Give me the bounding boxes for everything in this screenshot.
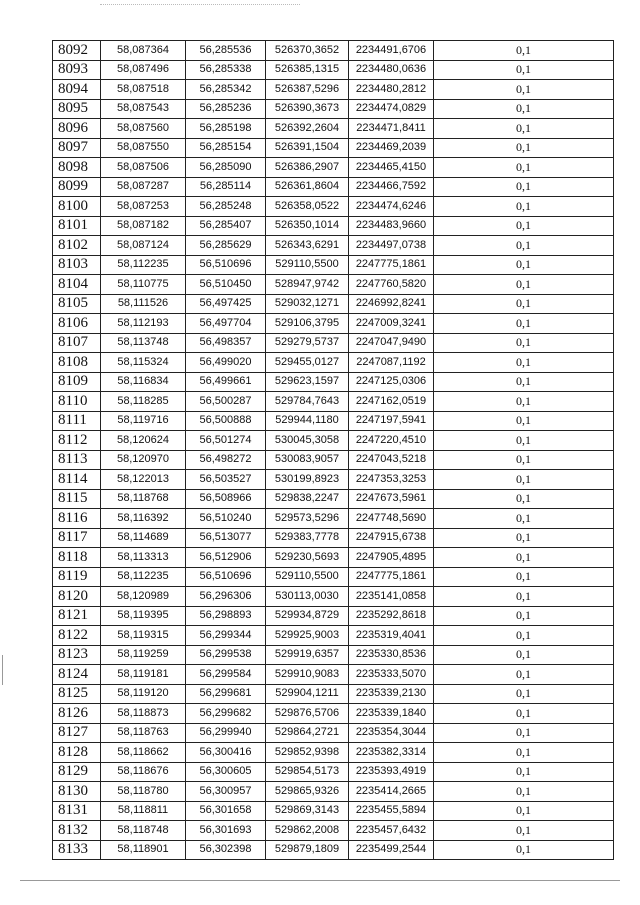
error-value-cell: 0,1 xyxy=(434,177,614,197)
latitude-cell: 58,119716 xyxy=(101,411,186,431)
y-coordinate-cell: 2234483,9660 xyxy=(349,216,434,236)
error-value-cell: 0,1 xyxy=(434,431,614,451)
point-number-cell: 8124 xyxy=(53,665,101,685)
point-number-cell: 8126 xyxy=(53,704,101,724)
x-coordinate-cell: 529106,3795 xyxy=(266,314,349,334)
longitude-cell: 56,301693 xyxy=(186,821,266,841)
x-coordinate-cell: 529838,2247 xyxy=(266,489,349,509)
longitude-cell: 56,299682 xyxy=(186,704,266,724)
error-value-cell: 0,1 xyxy=(434,333,614,353)
y-coordinate-cell: 2235339,1840 xyxy=(349,704,434,724)
error-value-cell: 0,1 xyxy=(434,801,614,821)
longitude-cell: 56,300957 xyxy=(186,782,266,802)
y-coordinate-cell: 2234480,2812 xyxy=(349,80,434,100)
y-coordinate-cell: 2235319,4041 xyxy=(349,626,434,646)
error-value-cell: 0,1 xyxy=(434,255,614,275)
point-number-cell: 8103 xyxy=(53,255,101,275)
point-number-cell: 8123 xyxy=(53,645,101,665)
latitude-cell: 58,118811 xyxy=(101,801,186,821)
table-row xyxy=(53,489,614,509)
y-coordinate-cell: 2234466,7592 xyxy=(349,177,434,197)
table-row xyxy=(53,255,614,275)
longitude-cell: 56,500287 xyxy=(186,392,266,412)
point-number-cell: 8113 xyxy=(53,450,101,470)
x-coordinate-cell: 526387,5296 xyxy=(266,80,349,100)
y-coordinate-cell: 2247047,9490 xyxy=(349,333,434,353)
point-number-cell: 8110 xyxy=(53,392,101,412)
y-coordinate-cell: 2247009,3241 xyxy=(349,314,434,334)
table-row xyxy=(53,801,614,821)
y-coordinate-cell: 2247748,5690 xyxy=(349,509,434,529)
table-row xyxy=(53,197,614,217)
x-coordinate-cell: 529623,1597 xyxy=(266,372,349,392)
y-coordinate-cell: 2247125,0306 xyxy=(349,372,434,392)
error-value-cell: 0,1 xyxy=(434,489,614,509)
table-row xyxy=(53,138,614,158)
x-coordinate-cell: 529784,7643 xyxy=(266,392,349,412)
longitude-cell: 56,500888 xyxy=(186,411,266,431)
x-coordinate-cell: 529573,5296 xyxy=(266,509,349,529)
latitude-cell: 58,120624 xyxy=(101,431,186,451)
longitude-cell: 56,499661 xyxy=(186,372,266,392)
table-row xyxy=(53,392,614,412)
error-value-cell: 0,1 xyxy=(434,450,614,470)
x-coordinate-cell: 529869,3143 xyxy=(266,801,349,821)
table-row xyxy=(53,704,614,724)
longitude-cell: 56,299344 xyxy=(186,626,266,646)
table-row xyxy=(53,353,614,373)
table-row xyxy=(53,177,614,197)
y-coordinate-cell: 2235339,2130 xyxy=(349,684,434,704)
latitude-cell: 58,087560 xyxy=(101,119,186,139)
y-coordinate-cell: 2247353,3253 xyxy=(349,470,434,490)
error-value-cell: 0,1 xyxy=(434,704,614,724)
latitude-cell: 58,087496 xyxy=(101,60,186,80)
x-coordinate-cell: 526391,1504 xyxy=(266,138,349,158)
point-number-cell: 8122 xyxy=(53,626,101,646)
x-coordinate-cell: 526392,2604 xyxy=(266,119,349,139)
latitude-cell: 58,118780 xyxy=(101,782,186,802)
error-value-cell: 0,1 xyxy=(434,353,614,373)
x-coordinate-cell: 529854,5173 xyxy=(266,762,349,782)
y-coordinate-cell: 2235330,8536 xyxy=(349,645,434,665)
latitude-cell: 58,112193 xyxy=(101,314,186,334)
error-value-cell: 0,1 xyxy=(434,626,614,646)
error-value-cell: 0,1 xyxy=(434,314,614,334)
y-coordinate-cell: 2234480,0636 xyxy=(349,60,434,80)
latitude-cell: 58,112235 xyxy=(101,567,186,587)
longitude-cell: 56,513077 xyxy=(186,528,266,548)
table-row xyxy=(53,723,614,743)
latitude-cell: 58,087253 xyxy=(101,197,186,217)
longitude-cell: 56,510696 xyxy=(186,567,266,587)
table-row xyxy=(53,158,614,178)
point-number-cell: 8094 xyxy=(53,80,101,100)
error-value-cell: 0,1 xyxy=(434,645,614,665)
table-row xyxy=(53,528,614,548)
table-body xyxy=(53,41,614,860)
point-number-cell: 8115 xyxy=(53,489,101,509)
table-row xyxy=(53,743,614,763)
longitude-cell: 56,298893 xyxy=(186,606,266,626)
table-row xyxy=(53,99,614,119)
point-number-cell: 8130 xyxy=(53,782,101,802)
latitude-cell: 58,118763 xyxy=(101,723,186,743)
error-value-cell: 0,1 xyxy=(434,236,614,256)
y-coordinate-cell: 2235141,0858 xyxy=(349,587,434,607)
point-number-cell: 8118 xyxy=(53,548,101,568)
longitude-cell: 56,285154 xyxy=(186,138,266,158)
table-row xyxy=(53,275,614,295)
y-coordinate-cell: 2234474,6246 xyxy=(349,197,434,217)
x-coordinate-cell: 529862,2008 xyxy=(266,821,349,841)
latitude-cell: 58,119259 xyxy=(101,645,186,665)
latitude-cell: 58,118873 xyxy=(101,704,186,724)
longitude-cell: 56,301658 xyxy=(186,801,266,821)
latitude-cell: 58,110775 xyxy=(101,275,186,295)
error-value-cell: 0,1 xyxy=(434,684,614,704)
error-value-cell: 0,1 xyxy=(434,470,614,490)
point-number-cell: 8109 xyxy=(53,372,101,392)
latitude-cell: 58,087287 xyxy=(101,177,186,197)
latitude-cell: 58,087543 xyxy=(101,99,186,119)
error-value-cell: 0,1 xyxy=(434,606,614,626)
error-value-cell: 0,1 xyxy=(434,762,614,782)
table-row xyxy=(53,606,614,626)
longitude-cell: 56,302398 xyxy=(186,840,266,860)
x-coordinate-cell: 530045,3058 xyxy=(266,431,349,451)
table-row xyxy=(53,470,614,490)
x-coordinate-cell: 526358,0522 xyxy=(266,197,349,217)
table-row xyxy=(53,236,614,256)
y-coordinate-cell: 2247162,0519 xyxy=(349,392,434,412)
latitude-cell: 58,120970 xyxy=(101,450,186,470)
table-row xyxy=(53,684,614,704)
error-value-cell: 0,1 xyxy=(434,41,614,61)
y-coordinate-cell: 2234471,8411 xyxy=(349,119,434,139)
point-number-cell: 8120 xyxy=(53,587,101,607)
longitude-cell: 56,285248 xyxy=(186,197,266,217)
table-row xyxy=(53,509,614,529)
x-coordinate-cell: 529279,5737 xyxy=(266,333,349,353)
table-row xyxy=(53,411,614,431)
y-coordinate-cell: 2234474,0829 xyxy=(349,99,434,119)
error-value-cell: 0,1 xyxy=(434,548,614,568)
error-value-cell: 0,1 xyxy=(434,723,614,743)
x-coordinate-cell: 529934,8729 xyxy=(266,606,349,626)
y-coordinate-cell: 2247043,5218 xyxy=(349,450,434,470)
y-coordinate-cell: 2234491,6706 xyxy=(349,41,434,61)
x-coordinate-cell: 528947,9742 xyxy=(266,275,349,295)
table-row xyxy=(53,665,614,685)
longitude-cell: 56,285338 xyxy=(186,60,266,80)
error-value-cell: 0,1 xyxy=(434,158,614,178)
longitude-cell: 56,285407 xyxy=(186,216,266,236)
point-number-cell: 8117 xyxy=(53,528,101,548)
y-coordinate-cell: 2247915,6738 xyxy=(349,528,434,548)
latitude-cell: 58,118748 xyxy=(101,821,186,841)
y-coordinate-cell: 2247197,5941 xyxy=(349,411,434,431)
table-row xyxy=(53,372,614,392)
x-coordinate-cell: 529110,5500 xyxy=(266,255,349,275)
point-number-cell: 8133 xyxy=(53,840,101,860)
point-number-cell: 8112 xyxy=(53,431,101,451)
longitude-cell: 56,501274 xyxy=(186,431,266,451)
x-coordinate-cell: 529944,1180 xyxy=(266,411,349,431)
longitude-cell: 56,296306 xyxy=(186,587,266,607)
scan-artifact-line xyxy=(100,4,300,5)
point-number-cell: 8107 xyxy=(53,333,101,353)
table-row xyxy=(53,294,614,314)
error-value-cell: 0,1 xyxy=(434,743,614,763)
point-number-cell: 8104 xyxy=(53,275,101,295)
latitude-cell: 58,087364 xyxy=(101,41,186,61)
point-number-cell: 8105 xyxy=(53,294,101,314)
table-row xyxy=(53,821,614,841)
point-number-cell: 8114 xyxy=(53,470,101,490)
x-coordinate-cell: 529230,5693 xyxy=(266,548,349,568)
x-coordinate-cell: 529925,9003 xyxy=(266,626,349,646)
point-number-cell: 8100 xyxy=(53,197,101,217)
y-coordinate-cell: 2235414,2665 xyxy=(349,782,434,802)
latitude-cell: 58,113748 xyxy=(101,333,186,353)
point-number-cell: 8125 xyxy=(53,684,101,704)
error-value-cell: 0,1 xyxy=(434,782,614,802)
scan-artifact-line xyxy=(20,880,620,881)
table-row xyxy=(53,567,614,587)
latitude-cell: 58,087506 xyxy=(101,158,186,178)
longitude-cell: 56,299584 xyxy=(186,665,266,685)
latitude-cell: 58,118285 xyxy=(101,392,186,412)
longitude-cell: 56,285236 xyxy=(186,99,266,119)
longitude-cell: 56,508966 xyxy=(186,489,266,509)
scan-artifact-line xyxy=(2,655,3,685)
table-row xyxy=(53,314,614,334)
longitude-cell: 56,510696 xyxy=(186,255,266,275)
error-value-cell: 0,1 xyxy=(434,216,614,236)
latitude-cell: 58,087182 xyxy=(101,216,186,236)
table-row xyxy=(53,626,614,646)
longitude-cell: 56,300605 xyxy=(186,762,266,782)
latitude-cell: 58,118901 xyxy=(101,840,186,860)
longitude-cell: 56,510450 xyxy=(186,275,266,295)
point-number-cell: 8127 xyxy=(53,723,101,743)
point-number-cell: 8098 xyxy=(53,158,101,178)
table-row xyxy=(53,80,614,100)
table-row xyxy=(53,450,614,470)
y-coordinate-cell: 2235333,5070 xyxy=(349,665,434,685)
longitude-cell: 56,285342 xyxy=(186,80,266,100)
error-value-cell: 0,1 xyxy=(434,197,614,217)
x-coordinate-cell: 529919,6357 xyxy=(266,645,349,665)
error-value-cell: 0,1 xyxy=(434,821,614,841)
latitude-cell: 58,116392 xyxy=(101,509,186,529)
table-row xyxy=(53,548,614,568)
error-value-cell: 0,1 xyxy=(434,119,614,139)
point-number-cell: 8095 xyxy=(53,99,101,119)
longitude-cell: 56,497704 xyxy=(186,314,266,334)
longitude-cell: 56,299681 xyxy=(186,684,266,704)
y-coordinate-cell: 2235457,6432 xyxy=(349,821,434,841)
x-coordinate-cell: 526390,3673 xyxy=(266,99,349,119)
longitude-cell: 56,300416 xyxy=(186,743,266,763)
error-value-cell: 0,1 xyxy=(434,138,614,158)
error-value-cell: 0,1 xyxy=(434,80,614,100)
y-coordinate-cell: 2247760,5820 xyxy=(349,275,434,295)
y-coordinate-cell: 2247775,1861 xyxy=(349,567,434,587)
error-value-cell: 0,1 xyxy=(434,587,614,607)
point-number-cell: 8119 xyxy=(53,567,101,587)
x-coordinate-cell: 529032,1271 xyxy=(266,294,349,314)
error-value-cell: 0,1 xyxy=(434,665,614,685)
latitude-cell: 58,119395 xyxy=(101,606,186,626)
longitude-cell: 56,498272 xyxy=(186,450,266,470)
longitude-cell: 56,285090 xyxy=(186,158,266,178)
latitude-cell: 58,120989 xyxy=(101,587,186,607)
point-number-cell: 8099 xyxy=(53,177,101,197)
error-value-cell: 0,1 xyxy=(434,528,614,548)
y-coordinate-cell: 2235292,8618 xyxy=(349,606,434,626)
longitude-cell: 56,285536 xyxy=(186,41,266,61)
y-coordinate-cell: 2235499,2544 xyxy=(349,840,434,860)
y-coordinate-cell: 2234465,4150 xyxy=(349,158,434,178)
point-number-cell: 8093 xyxy=(53,60,101,80)
table-row xyxy=(53,216,614,236)
error-value-cell: 0,1 xyxy=(434,275,614,295)
error-value-cell: 0,1 xyxy=(434,99,614,119)
point-number-cell: 8097 xyxy=(53,138,101,158)
longitude-cell: 56,285114 xyxy=(186,177,266,197)
error-value-cell: 0,1 xyxy=(434,372,614,392)
error-value-cell: 0,1 xyxy=(434,392,614,412)
point-number-cell: 8131 xyxy=(53,801,101,821)
error-value-cell: 0,1 xyxy=(434,509,614,529)
latitude-cell: 58,115324 xyxy=(101,353,186,373)
point-number-cell: 8128 xyxy=(53,743,101,763)
error-value-cell: 0,1 xyxy=(434,60,614,80)
longitude-cell: 56,498357 xyxy=(186,333,266,353)
x-coordinate-cell: 529876,5706 xyxy=(266,704,349,724)
x-coordinate-cell: 526361,8604 xyxy=(266,177,349,197)
x-coordinate-cell: 529910,9083 xyxy=(266,665,349,685)
y-coordinate-cell: 2235393,4919 xyxy=(349,762,434,782)
table-row xyxy=(53,587,614,607)
latitude-cell: 58,119120 xyxy=(101,684,186,704)
latitude-cell: 58,118768 xyxy=(101,489,186,509)
latitude-cell: 58,118662 xyxy=(101,743,186,763)
y-coordinate-cell: 2247673,5961 xyxy=(349,489,434,509)
table-row xyxy=(53,41,614,61)
latitude-cell: 58,087124 xyxy=(101,236,186,256)
x-coordinate-cell: 530113,0030 xyxy=(266,587,349,607)
latitude-cell: 58,116834 xyxy=(101,372,186,392)
x-coordinate-cell: 530083,9057 xyxy=(266,450,349,470)
latitude-cell: 58,119315 xyxy=(101,626,186,646)
table-row xyxy=(53,119,614,139)
table-row xyxy=(53,60,614,80)
point-number-cell: 8111 xyxy=(53,411,101,431)
x-coordinate-cell: 529852,9398 xyxy=(266,743,349,763)
latitude-cell: 58,113313 xyxy=(101,548,186,568)
latitude-cell: 58,119181 xyxy=(101,665,186,685)
y-coordinate-cell: 2247775,1861 xyxy=(349,255,434,275)
longitude-cell: 56,510240 xyxy=(186,509,266,529)
latitude-cell: 58,112235 xyxy=(101,255,186,275)
y-coordinate-cell: 2246992,8241 xyxy=(349,294,434,314)
x-coordinate-cell: 529383,7778 xyxy=(266,528,349,548)
point-number-cell: 8106 xyxy=(53,314,101,334)
longitude-cell: 56,499020 xyxy=(186,353,266,373)
point-number-cell: 8092 xyxy=(53,41,101,61)
coordinates-table xyxy=(52,40,614,860)
x-coordinate-cell: 529904,1211 xyxy=(266,684,349,704)
table-row xyxy=(53,431,614,451)
point-number-cell: 8129 xyxy=(53,762,101,782)
x-coordinate-cell: 529864,2721 xyxy=(266,723,349,743)
table-row xyxy=(53,840,614,860)
y-coordinate-cell: 2247087,1192 xyxy=(349,353,434,373)
error-value-cell: 0,1 xyxy=(434,411,614,431)
x-coordinate-cell: 530199,8923 xyxy=(266,470,349,490)
point-number-cell: 8101 xyxy=(53,216,101,236)
x-coordinate-cell: 529455,0127 xyxy=(266,353,349,373)
longitude-cell: 56,299940 xyxy=(186,723,266,743)
table-row xyxy=(53,645,614,665)
longitude-cell: 56,285629 xyxy=(186,236,266,256)
table-row xyxy=(53,333,614,353)
y-coordinate-cell: 2234497,0738 xyxy=(349,236,434,256)
y-coordinate-cell: 2235455,5894 xyxy=(349,801,434,821)
error-value-cell: 0,1 xyxy=(434,294,614,314)
latitude-cell: 58,111526 xyxy=(101,294,186,314)
y-coordinate-cell: 2235354,3044 xyxy=(349,723,434,743)
point-number-cell: 8116 xyxy=(53,509,101,529)
longitude-cell: 56,512906 xyxy=(186,548,266,568)
y-coordinate-cell: 2235382,3314 xyxy=(349,743,434,763)
x-coordinate-cell: 526343,6291 xyxy=(266,236,349,256)
x-coordinate-cell: 526385,1315 xyxy=(266,60,349,80)
x-coordinate-cell: 529110,5500 xyxy=(266,567,349,587)
latitude-cell: 58,114689 xyxy=(101,528,186,548)
error-value-cell: 0,1 xyxy=(434,840,614,860)
x-coordinate-cell: 526386,2907 xyxy=(266,158,349,178)
point-number-cell: 8121 xyxy=(53,606,101,626)
table-row xyxy=(53,762,614,782)
x-coordinate-cell: 529865,9326 xyxy=(266,782,349,802)
longitude-cell: 56,503527 xyxy=(186,470,266,490)
y-coordinate-cell: 2247220,4510 xyxy=(349,431,434,451)
point-number-cell: 8096 xyxy=(53,119,101,139)
x-coordinate-cell: 526350,1014 xyxy=(266,216,349,236)
longitude-cell: 56,285198 xyxy=(186,119,266,139)
x-coordinate-cell: 526370,3652 xyxy=(266,41,349,61)
x-coordinate-cell: 529879,1809 xyxy=(266,840,349,860)
latitude-cell: 58,118676 xyxy=(101,762,186,782)
point-number-cell: 8108 xyxy=(53,353,101,373)
point-number-cell: 8132 xyxy=(53,821,101,841)
y-coordinate-cell: 2247905,4895 xyxy=(349,548,434,568)
latitude-cell: 58,087518 xyxy=(101,80,186,100)
latitude-cell: 58,122013 xyxy=(101,470,186,490)
longitude-cell: 56,497425 xyxy=(186,294,266,314)
table-row xyxy=(53,782,614,802)
latitude-cell: 58,087550 xyxy=(101,138,186,158)
point-number-cell: 8102 xyxy=(53,236,101,256)
error-value-cell: 0,1 xyxy=(434,567,614,587)
longitude-cell: 56,299538 xyxy=(186,645,266,665)
y-coordinate-cell: 2234469,2039 xyxy=(349,138,434,158)
